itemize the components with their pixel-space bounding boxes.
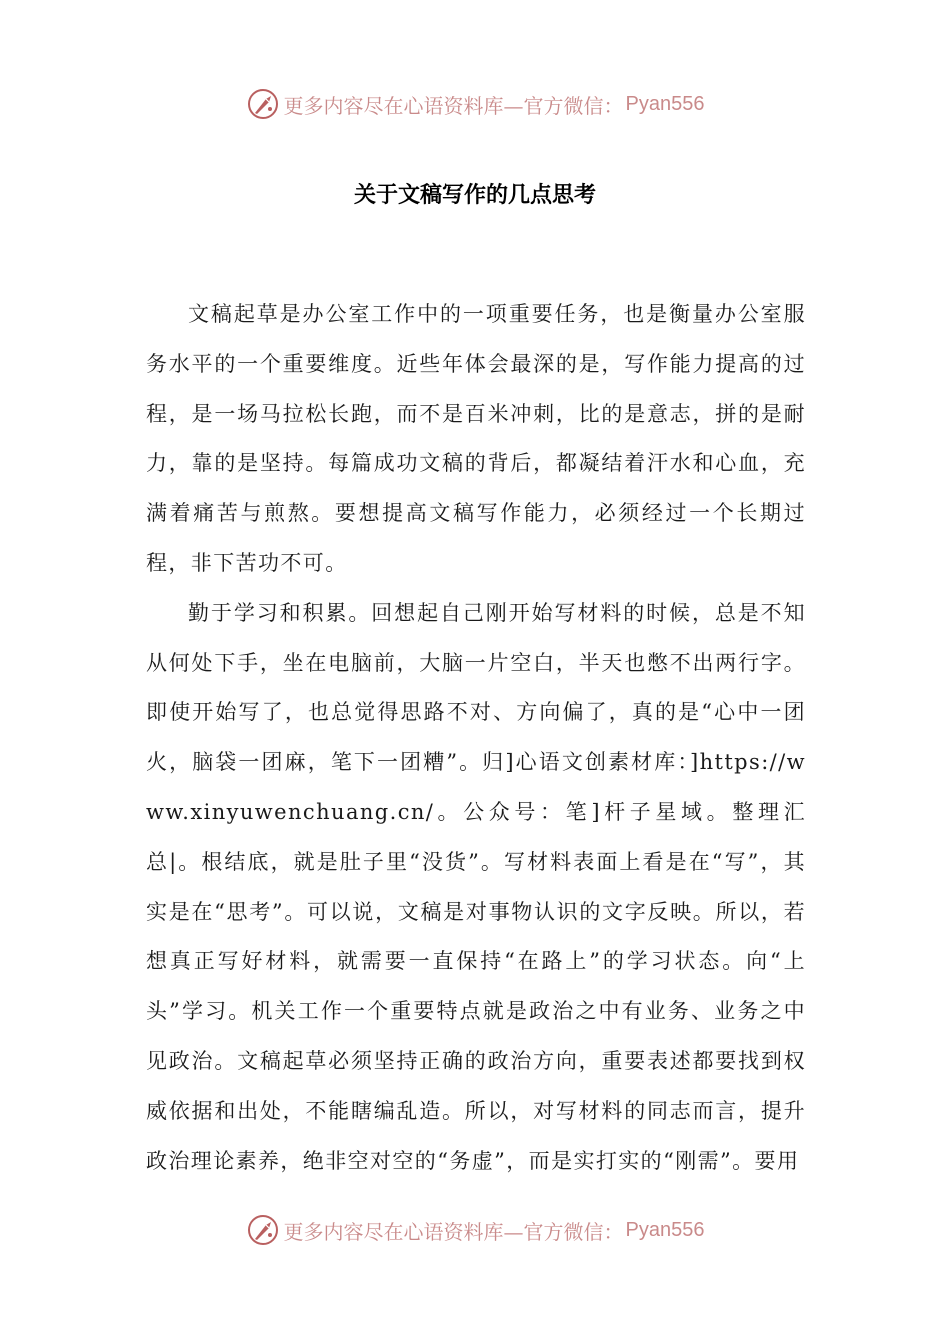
pen-nib-icon [246,87,280,121]
watermark-text: 更多内容尽在心语资料库—官方微信： [283,93,624,118]
watermark-text: 更多内容尽在心语资料库—官方微信： [283,1219,624,1244]
header-watermark [0,84,950,124]
paragraph-2: 勤于学习和积累。回想起自己刚开始写材料的时候，总是不知从何处下手，坐在电脑前，大脑一片空白，半天也憋不出两行字。即使开始写了，也总觉得思路不对、方向偏了，真的是“心中一团火，脑袋一团麻，笔下一团糟”。归]心语文创素材库：]https://www.xinyuwenchuang.cn/。公众号：笔]杆子星域。整理汇总|。根结底，就是肚子里“没货”。写材料表面上看是在“写”，其实是在“思考”。可以说，文稿是对事物认识的文字反映。所以，若想真正写好材料，就需要一直保持“在路上”的学习状态。向“上头”学习。机关工作一个重要特点就是政治之中有业务、业务之中见政治。文稿起草必须坚持正确的政治方向，重要表述都要找到权威依据和出处，不能瞎编乱造。所以，对写材料的同志而言，提升政治理论素养，绝非空对空的“务虚”，而是实打实的“刚需”。要用 [146,600,806,1173]
pen-nib-icon [246,1213,280,1247]
document-title: 关于文稿写作的几点思考 [353,183,596,208]
watermark-handle: Pyan556 [625,1218,705,1241]
document-body [146,290,806,1186]
paragraph-1: 文稿起草是办公室工作中的一项重要任务，也是衡量办公室服务水平的一个重要维度。近些年体会最深的是，写作能力提高的过程，是一场马拉松长跑，而不是百米冲刺，比的是意志，拼的是耐力，靠的是坚持。每篇成功文稿的背后，都凝结着汗水和心血，充满着痛苦与煎熬。要想提高文稿写作能力，必须经过一个长期过程，非下苦功不可。 [146,302,806,575]
watermark-handle: Pyan556 [625,92,705,115]
footer-watermark [0,1210,950,1250]
